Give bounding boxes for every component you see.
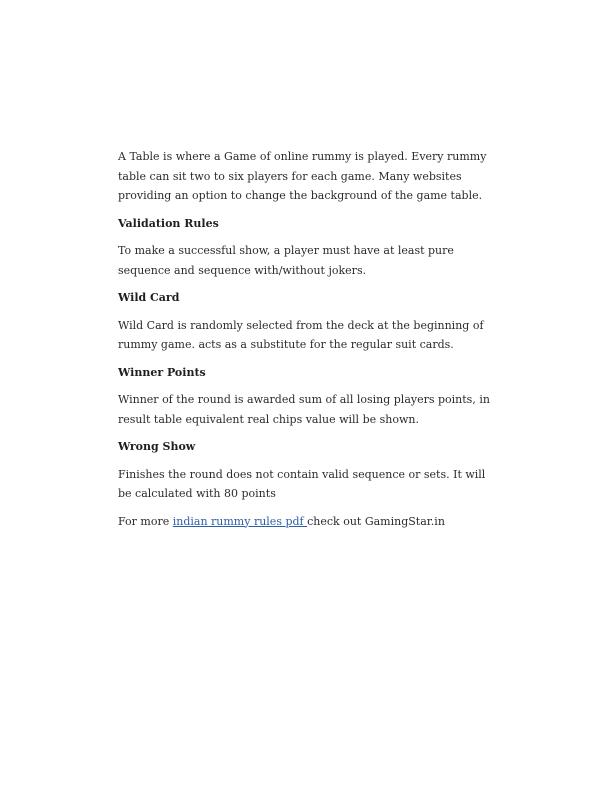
section-heading-wrong-show: Wrong Show: [118, 440, 196, 453]
section-heading-validation-rules: Validation Rules: [118, 216, 219, 230]
footer-suffix: check out GamingStar.in: [307, 514, 445, 528]
footer-prefix: For more: [118, 514, 173, 528]
section-body-validation-rules: To make a successful show, a player must have at least pure sequence and sequence with/without jokers.: [118, 244, 454, 277]
rummy-rules-pdf-link[interactable]: indian rummy rules pdf: [172, 514, 308, 528]
section-body-wrong-show: Finishes the round does not contain valid sequence or sets. It will be calculated with 80 points: [118, 467, 486, 500]
section-heading-wild-card: Wild Card: [118, 291, 180, 304]
footer-paragraph: [118, 512, 490, 532]
intro-paragraph: A Table is where a Game of online rummy is played. Every rummy table can sit two to six players for each game. Many websites providing an option to change the background of the game table.: [118, 150, 487, 202]
section-heading-winner-points: Winner Points: [118, 365, 206, 379]
section-body-winner-points: Winner of the round is awarded sum of all losing players points, in result table equivalent real chips value will be shown.: [118, 393, 490, 426]
section-body-wild-card: Wild Card is randomly selected from the deck at the beginning of rummy game. acts as a substitute for the regular suit cards.: [118, 318, 484, 351]
document-content: [118, 147, 490, 539]
